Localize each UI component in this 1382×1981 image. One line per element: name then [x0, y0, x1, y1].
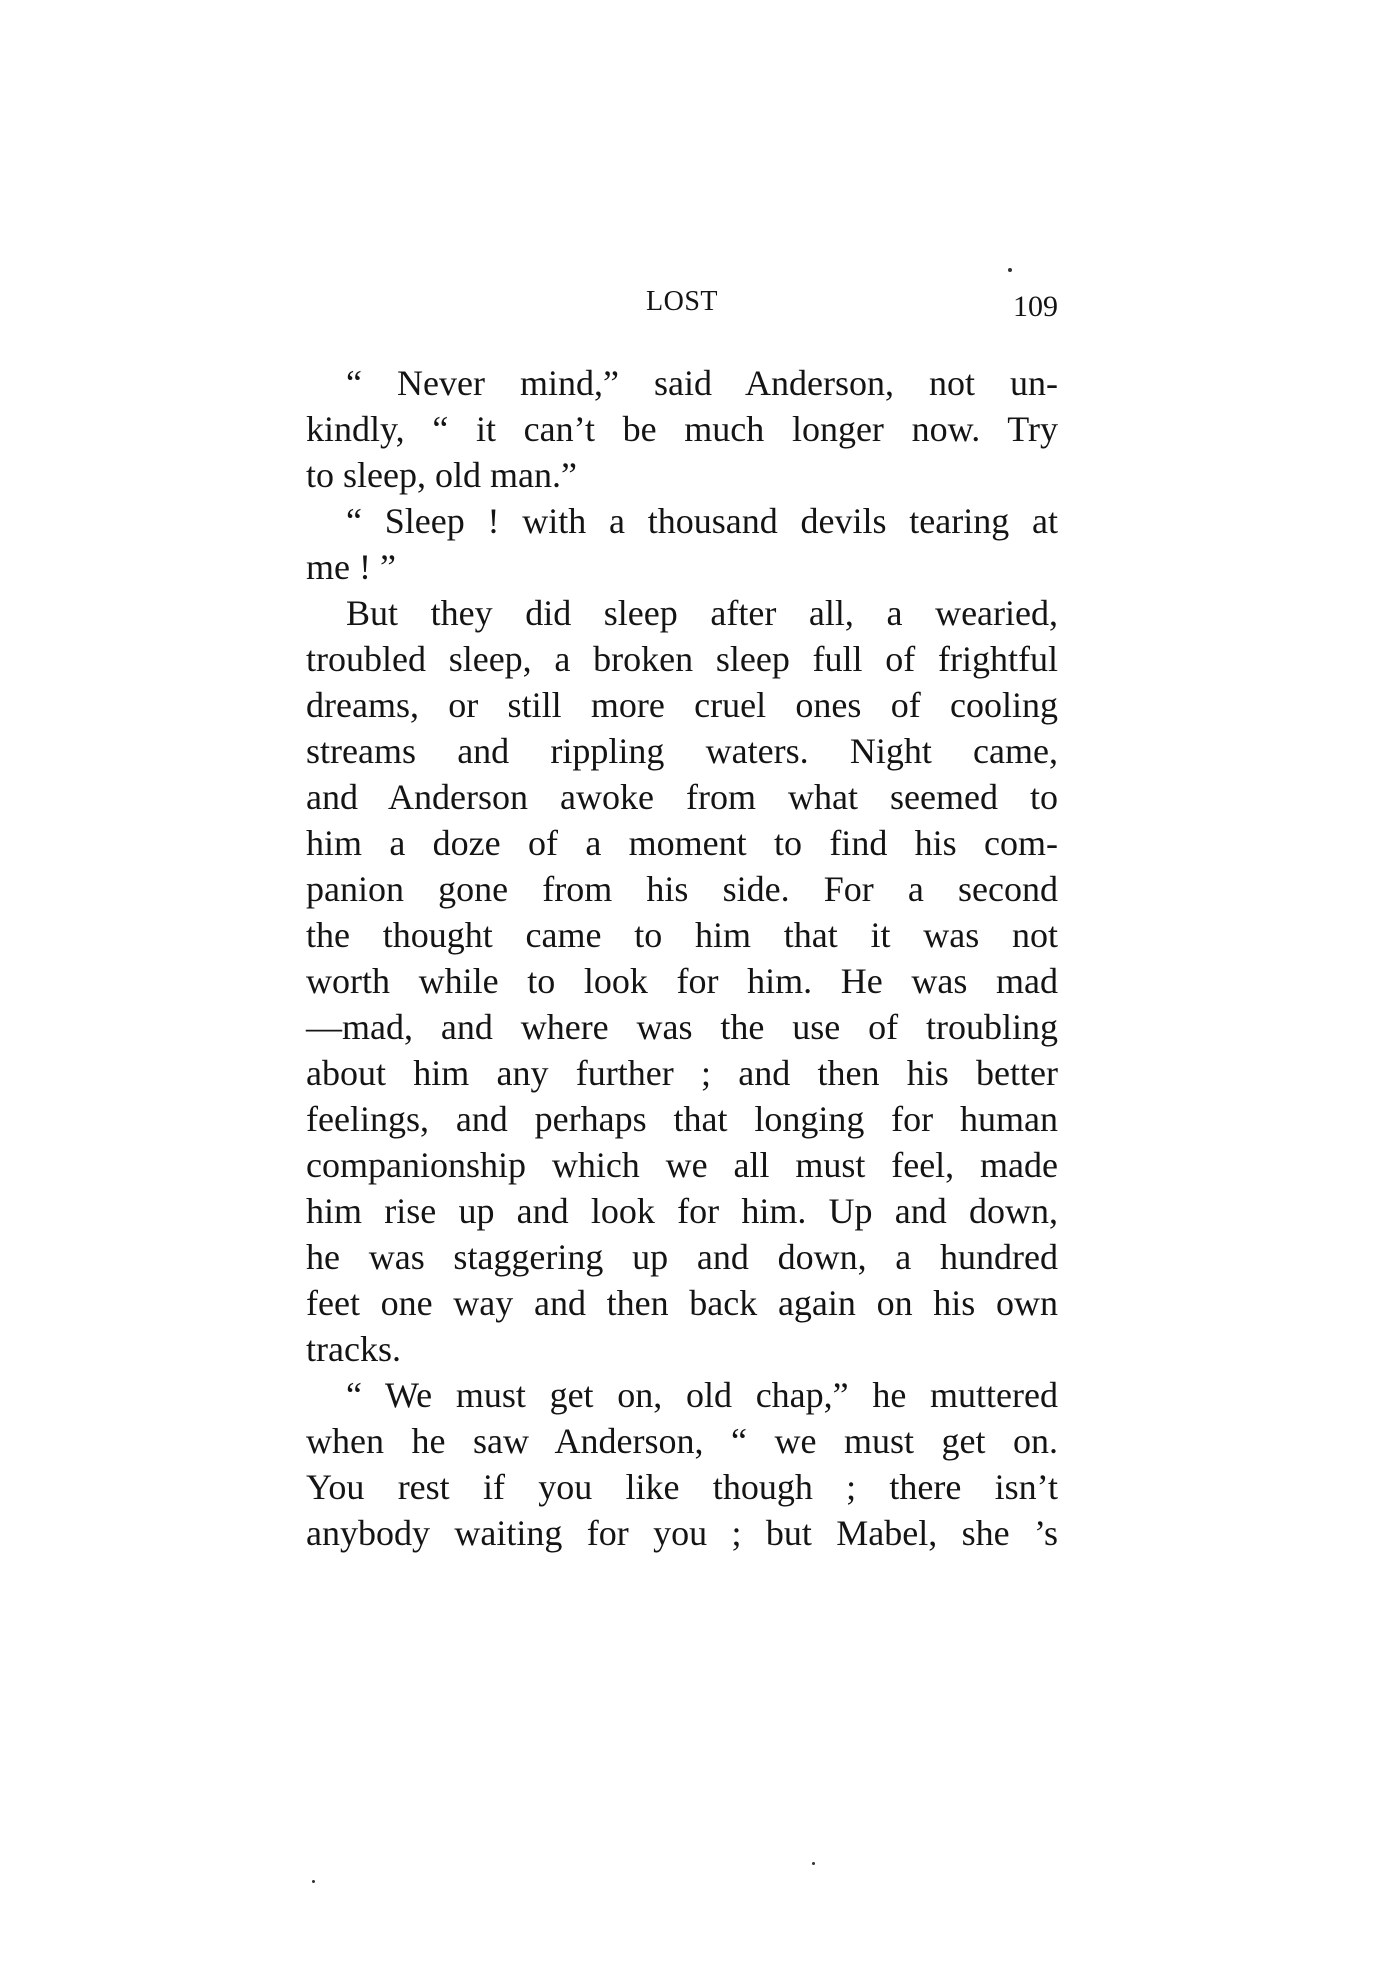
text-line: kindly, “ it can’t be much longer now. Try [306, 409, 1058, 449]
text-line: You rest if you like though ; there isn’t [306, 1467, 1058, 1507]
text-line: “ Never mind,” said Anderson, not un- [346, 363, 1058, 403]
text-line: he was staggering up and down, a hundred [306, 1237, 1058, 1277]
text-line: when he saw Anderson, “ we must get on. [306, 1421, 1058, 1461]
page-number: 109 [1013, 290, 1058, 323]
running-title: LOST [646, 286, 718, 317]
text-line: worth while to look for him. He was mad [306, 961, 1058, 1001]
print-speck [1008, 268, 1012, 272]
text-line: about him any further ; and then his better [306, 1053, 1058, 1093]
text-line: and Anderson awoke from what seemed to [306, 777, 1058, 817]
text-line: panion gone from his side. For a second [306, 869, 1058, 909]
text-line: to sleep, old man.” [306, 455, 577, 495]
body-text [306, 360, 1058, 1556]
text-line: But they did sleep after all, a wearied, [346, 593, 1058, 633]
running-head [306, 282, 1058, 322]
text-line: “ We must get on, old chap,” he muttered [346, 1375, 1058, 1415]
text-line: me ! ” [306, 547, 396, 587]
text-line: tracks. [306, 1329, 401, 1369]
text-line: him a doze of a moment to find his com- [306, 823, 1058, 863]
print-speck [812, 1862, 815, 1865]
text-line: —mad, and where was the use of troubling [306, 1007, 1058, 1047]
text-line: anybody waiting for you ; but Mabel, she ’s [306, 1513, 1058, 1553]
text-line: feet one way and then back again on his own [306, 1283, 1058, 1323]
text-line: streams and rippling waters. Night came, [306, 731, 1058, 771]
text-line: the thought came to him that it was not [306, 915, 1058, 955]
text-line: troubled sleep, a broken sleep full of frightful [306, 639, 1058, 679]
text-line: “ Sleep ! with a thousand devils tearing at [346, 501, 1058, 541]
text-line: dreams, or still more cruel ones of cooling [306, 685, 1058, 725]
text-line: companionship which we all must feel, made [306, 1145, 1058, 1185]
text-line: him rise up and look for him. Up and down, [306, 1191, 1058, 1231]
print-speck [312, 1880, 315, 1883]
text-line: feelings, and perhaps that longing for human [306, 1099, 1058, 1139]
